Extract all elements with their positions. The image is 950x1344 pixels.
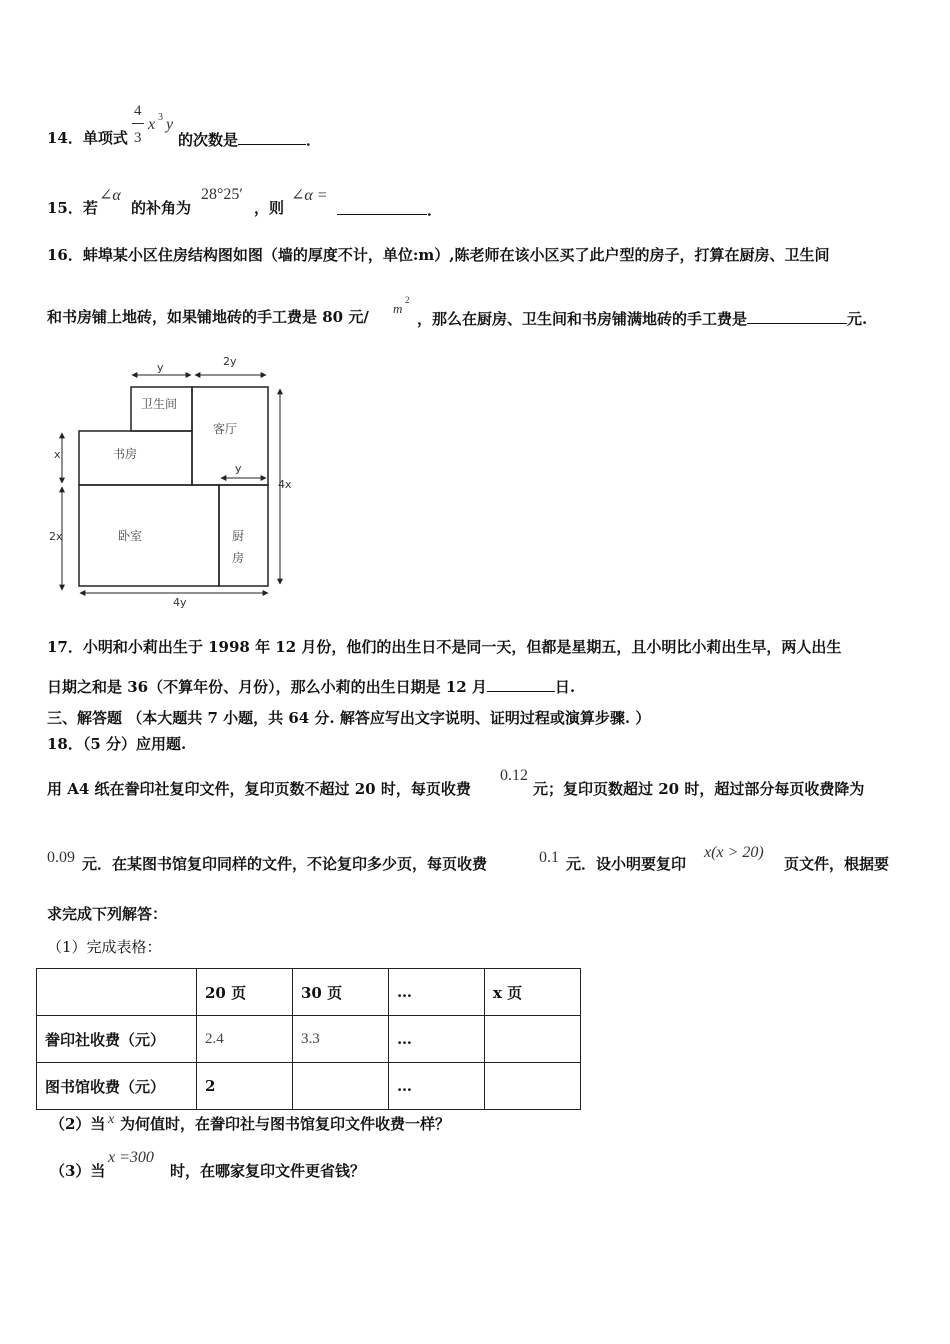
q18-part3b: 时，在哪家复印文件更省钱？	[170, 1162, 366, 1180]
q15-angle: ∠α	[99, 187, 121, 204]
table-cell: 30 页	[293, 969, 389, 1016]
q14-answer-blank[interactable]	[238, 131, 306, 145]
table-cell: 誊印社收费（元）	[37, 1016, 197, 1063]
q18-line2b: 元．设小明要复印	[566, 855, 687, 873]
q18-line1a: 用 A4 纸在誊印社复印文件，复印页数不超过 20 时，每页收费	[47, 780, 471, 798]
q15-answer: ．	[337, 201, 442, 218]
section3-heading: 三、解答题 （本大题共 7 小题，共 64 分. 解答应写出文字说明、证明过程或演算步骤. ）	[47, 709, 651, 727]
q15-angle-eq: ∠α =	[291, 187, 328, 204]
room-label-kitchen-2: 房	[232, 551, 245, 565]
q16-line2b: ，那么在厨房、卫生间和书房铺满地砖的手工费是 元.	[417, 310, 868, 328]
q14-frac-numerator: 4	[134, 103, 142, 119]
q16-unit-m: m	[393, 301, 403, 316]
table-cell: …	[389, 969, 485, 1016]
q15-mid: 的补角为	[131, 199, 192, 217]
room-living	[192, 387, 268, 485]
q17-answer-blank[interactable]	[487, 678, 555, 692]
q14-suffix: 的次数是 ．	[178, 131, 322, 149]
q16-line2a: 和书房铺上地砖，如果铺地砖的手工费是 80 元/	[47, 308, 369, 326]
q18-price-3: 0.1	[539, 849, 559, 866]
q14-prefix: 14．单项式	[47, 129, 128, 147]
table-cell: …	[389, 1016, 485, 1063]
dim-label-top-2y: 2y	[223, 355, 237, 368]
q18-line2c: 页文件，根据要	[784, 855, 890, 873]
q14-x: x	[148, 116, 156, 133]
q18-title: 18．（5 分）应用题.	[47, 735, 187, 753]
table-cell: x 页	[485, 969, 581, 1016]
table-cell: …	[389, 1063, 485, 1110]
q14-frac-denominator: 3	[134, 130, 142, 146]
q14-y: y	[166, 116, 174, 133]
table-row	[37, 969, 581, 1016]
table-cell[interactable]	[485, 1063, 581, 1110]
dim-label-left-x: x	[54, 448, 61, 461]
q15-value: 28°25′	[201, 186, 243, 203]
dim-label-left-2x: 2x	[49, 530, 63, 543]
table-cell: 20 页	[197, 969, 293, 1016]
q17-line2: 日期之和是 36（不算年份、月份），那么小莉的出生日期是 12 月 日.	[47, 678, 576, 696]
table-cell: 图书馆收费（元）	[37, 1063, 197, 1110]
q18-line1b: 元；复印页数超过 20 时，超过部分每页收费降为	[533, 780, 865, 798]
q18-part3a: （3）当	[50, 1162, 106, 1180]
q14-exponent: 3	[158, 112, 163, 123]
q15-answer-blank[interactable]	[337, 201, 427, 215]
table-cell: 3.3	[293, 1016, 389, 1063]
q18-part2-x: x	[108, 1112, 115, 1127]
room-label-living: 客厅	[213, 422, 238, 436]
table-row	[37, 1016, 581, 1063]
q16-line1: 16．蚌埠某小区住房结构图如图（墙的厚度不计，单位:m）,陈老师在该小区买了此户型的房子，打算在厨房、卫生间	[47, 246, 830, 264]
floor-plan-diagram	[40, 350, 310, 610]
dim-label-bottom-4y: 4y	[173, 596, 187, 609]
dim-label-right-4x: 4x	[278, 478, 292, 491]
q16-unit-exp: 2	[405, 295, 410, 305]
q18-part3-expr: x =300	[108, 1149, 154, 1166]
q18-line2a: 元．在某图书馆复印同样的文件，不论复印多少页，每页收费	[82, 855, 488, 873]
q15-then: ，则	[254, 199, 285, 217]
table-cell[interactable]	[293, 1063, 389, 1110]
table-cell: 2	[197, 1063, 293, 1110]
table-cell: 2.4	[197, 1016, 293, 1063]
q15-prefix: 15．若	[47, 199, 98, 217]
q18-part2a: （2）当	[50, 1115, 106, 1133]
q18-line3: 求完成下列解答：	[47, 905, 168, 923]
room-bedroom	[79, 485, 219, 586]
fee-table	[36, 968, 581, 1110]
q18-condition: x(x > 20)	[704, 844, 764, 861]
room-label-study: 书房	[113, 447, 138, 461]
table-cell	[37, 969, 197, 1016]
q18-price-1: 0.12	[500, 767, 528, 784]
q16-answer-blank[interactable]	[747, 310, 847, 324]
room-label-bedroom: 卧室	[118, 529, 143, 543]
dim-label-top-y: y	[157, 361, 164, 374]
dim-label-inner-y: y	[235, 462, 242, 475]
room-label-bathroom: 卫生间	[141, 397, 178, 411]
q17-line1: 17．小明和小莉出生于 1998 年 12 月份，他们的出生日不是同一天，但都是星期五，且小明比小莉出生早，两人出生	[47, 638, 842, 656]
q18-part2b: 为何值时，在誊印社与图书馆复印文件收费一样？	[120, 1115, 451, 1133]
table-row	[37, 1063, 581, 1110]
q18-part1: （1）完成表格：	[47, 938, 162, 956]
q18-price-2: 0.09	[47, 849, 75, 866]
q14-frac-bar	[132, 123, 144, 124]
table-cell[interactable]	[485, 1016, 581, 1063]
room-label-kitchen-1: 厨	[232, 529, 245, 543]
